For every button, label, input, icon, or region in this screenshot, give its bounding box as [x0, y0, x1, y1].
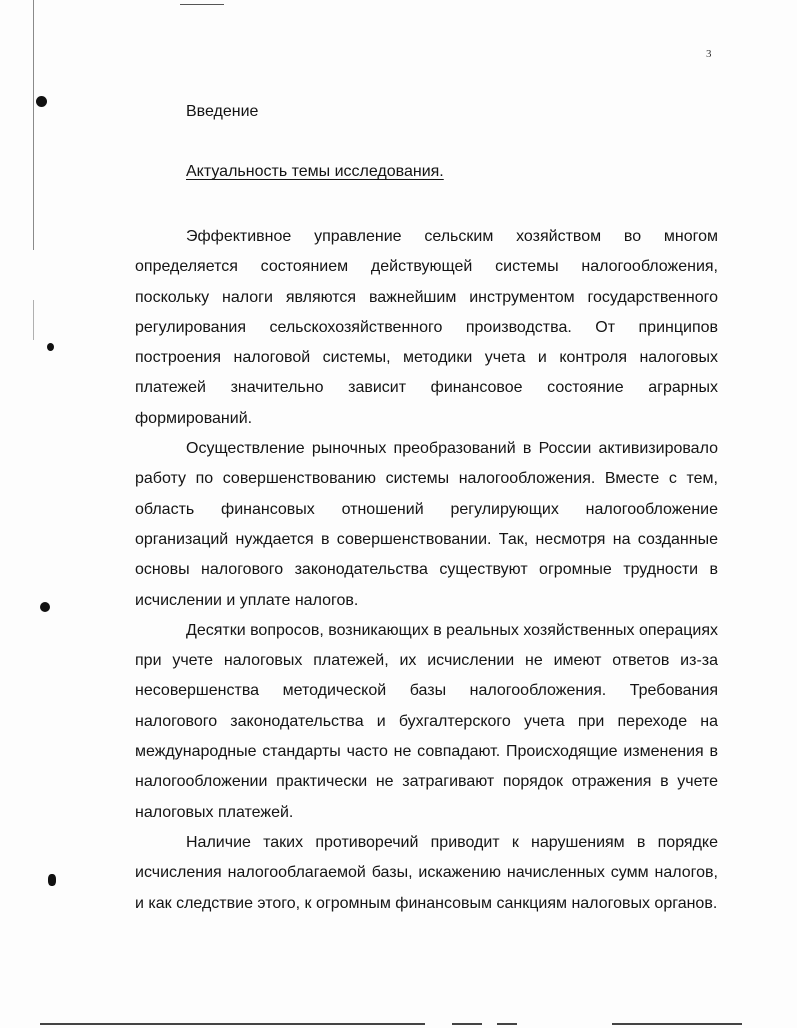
paragraph: Осуществление рыночных преобразований в России активизировало работу по совершенствованию системы налогообложения. Вместе с тем, область финансовых отношений регулирующих налогообложение организаций нуждается в совершенствовании. Так, несмотря на созданные основы налогового законодательства существуют огромные трудности в исчислении и уплате налогов.: [135, 440, 718, 609]
scan-bottom-line: [40, 1023, 425, 1025]
binder-hole-mark: [36, 96, 47, 107]
binder-hole-mark: [48, 874, 56, 886]
section-heading: Введение: [186, 103, 259, 120]
page-number: 3: [706, 48, 712, 60]
paragraph: Наличие таких противоречий приводит к нарушениям в порядке исчисления налогооблагаемой базы, искажению начисленных сумм налогов, и как следствие этого, к огромным финансовым санкциям налоговых органов.: [135, 833, 718, 912]
binder-hole-mark: [40, 602, 50, 612]
paragraph: Десятки вопросов, возникающих в реальных хозяйственных операциях при учете налоговых платежей, их исчислении не имеют ответов из-за несовершенства методической базы налогообложения. Требования налогового законодательства и бухгалтерского учета при переходе на международные стандарты часто не совпадают. Происходящие изменения в налогообложении практически не затрагивают порядок отражения в учете налоговых платежей.: [135, 621, 718, 821]
scan-bottom-line: [452, 1023, 482, 1025]
scan-bottom-line: [612, 1023, 742, 1025]
paragraph: Эффективное управление сельским хозяйством во многом определяется состоянием действующей системы налогообложения, поскольку налоги являются важнейшим инструментом государственного регулирования сельскохозяйственного производства. От принципов построения налоговой системы, методики учета и контроля налоговых платежей значительно зависит финансовое состояние аграрных формирований.: [135, 228, 718, 427]
scan-edge-line: [33, 300, 34, 340]
section-subheading: Актуальность темы исследования.: [186, 163, 444, 180]
scan-bottom-line: [497, 1023, 517, 1025]
scan-edge-line: [33, 0, 34, 250]
scan-top-mark: [180, 4, 224, 5]
binder-hole-mark: [47, 343, 54, 351]
body-text: [135, 222, 718, 919]
